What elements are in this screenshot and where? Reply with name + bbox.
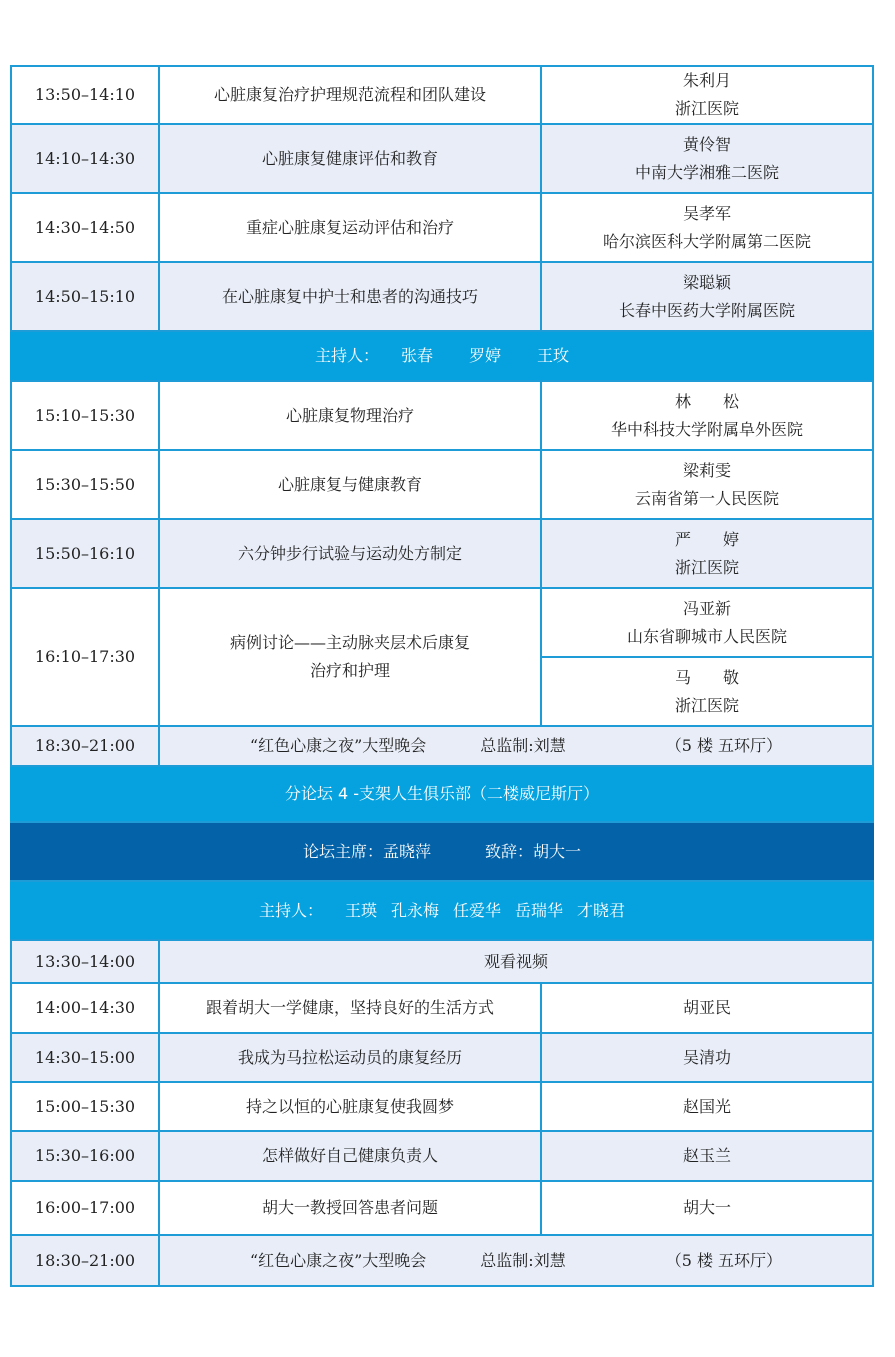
session-row: [11, 262, 873, 331]
evening-row: [11, 726, 873, 766]
topic-line: 治疗和护理: [309, 661, 390, 680]
host-name: 王瑛: [344, 900, 377, 920]
speaker-org: 哈尔滨医科大学附属第二医院: [602, 231, 811, 251]
session-speaker: 胡亚民: [541, 983, 873, 1033]
host-name: 岳瑞华: [515, 900, 564, 920]
evening-venue: （5 楼 五环厅）: [665, 1250, 783, 1270]
session-row: [11, 450, 873, 519]
session-speaker: [541, 519, 873, 588]
forum-chair: 论坛主席：孟晓萍: [302, 841, 431, 861]
evening-detail: [159, 1235, 873, 1286]
speaker-org: 浙江医院: [674, 99, 739, 118]
evening-detail: [159, 726, 873, 766]
host-name: 任爱华: [453, 900, 502, 920]
speaker-org: 云南省第一人民医院: [634, 488, 779, 508]
host-name: 张春: [400, 346, 433, 365]
speaker-name: 严 婷: [674, 529, 739, 549]
host-label: 主持人：: [258, 900, 323, 920]
session-topic: 心脏康复物理治疗: [159, 381, 541, 450]
speaker-name: 马 敬: [674, 667, 739, 687]
session-topic: 六分钟步行试验与运动处方制定: [159, 519, 541, 588]
session-row: [11, 1181, 873, 1235]
forum-title: 分论坛 4 -支架人生俱乐部（二楼威尼斯厅）: [11, 766, 873, 822]
host-name: 王玫: [537, 346, 570, 365]
speaker-name: 朱利月: [682, 71, 731, 90]
session-time: 15:50–16:10: [11, 519, 159, 588]
session-time: 18:30–21:00: [11, 1235, 159, 1286]
evening-row: [11, 1235, 873, 1286]
session-topic: 在心脏康复中护士和患者的沟通技巧: [159, 262, 541, 331]
session-time: 13:30–14:00: [11, 940, 159, 983]
speaker-org: 浙江医院: [674, 695, 739, 715]
session-time: 15:30–15:50: [11, 450, 159, 519]
forum-speech: 致辞：胡大一: [485, 841, 582, 861]
host-name: 才晓君: [577, 900, 626, 920]
host-name: 孔永梅: [390, 900, 439, 920]
session-speaker: [541, 381, 873, 450]
session-topic: 我成为马拉松运动员的康复经历: [159, 1033, 541, 1082]
session-time: 14:30–14:50: [11, 193, 159, 262]
evening-director: 总监制:刘慧: [480, 1250, 566, 1270]
session-time: 16:10–17:30: [11, 588, 159, 726]
session-time: 15:10–15:30: [11, 381, 159, 450]
session-row: [11, 983, 873, 1033]
session-speaker: 赵国光: [541, 1082, 873, 1131]
session-topic: 持之以恒的心脏康复使我圆梦: [159, 1082, 541, 1131]
session-row: [11, 381, 873, 450]
host-band: [11, 881, 873, 940]
speaker-name: 梁莉雯: [682, 460, 731, 480]
session-time: 16:00–17:00: [11, 1181, 159, 1235]
session-speaker: 胡大一: [541, 1181, 873, 1235]
session-row: [11, 193, 873, 262]
speaker-name: 梁聪颖: [682, 272, 731, 292]
speaker-name: 冯亚新: [682, 598, 731, 618]
session-row: [11, 1082, 873, 1131]
speaker-org: 长春中医药大学附属医院: [618, 300, 795, 320]
session-topic: 心脏康复健康评估和教育: [159, 124, 541, 193]
session-time: 15:30–16:00: [11, 1131, 159, 1181]
evening-director: 总监制:刘慧: [480, 736, 566, 755]
session-row: [11, 519, 873, 588]
session-topic: 心脏康复治疗护理规范流程和团队建设: [159, 66, 541, 124]
session-topic: 胡大一教授回答患者问题: [159, 1181, 541, 1235]
session-speaker: [541, 193, 873, 262]
session-topic: 跟着胡大一学健康，坚持良好的生活方式: [159, 983, 541, 1033]
session-time: 18:30–21:00: [11, 726, 159, 766]
session-speaker: 赵玉兰: [541, 1131, 873, 1181]
speaker-name: 林 松: [674, 391, 739, 411]
host-band: [11, 331, 873, 381]
speaker-name: 黄伶智: [682, 134, 731, 154]
topic-line: 病例讨论——主动脉夹层术后康复: [229, 633, 470, 652]
session-speaker: [541, 262, 873, 331]
speaker-org: 浙江医院: [674, 557, 739, 577]
speaker-org: 华中科技大学附属阜外医院: [610, 419, 803, 439]
chair-band: [11, 822, 873, 881]
session-time: 14:10–14:30: [11, 124, 159, 193]
evening-venue: （5 楼 五环厅）: [665, 736, 783, 755]
session-speaker: [541, 450, 873, 519]
schedule-table: [10, 65, 874, 1287]
session-speaker: [541, 588, 873, 657]
session-time: 14:00–14:30: [11, 983, 159, 1033]
session-row: [11, 124, 873, 193]
session-time: 13:50–14:10: [11, 66, 159, 124]
speaker-name: 吴孝军: [682, 203, 731, 223]
session-topic: 观看视频: [159, 940, 873, 983]
session-time: 15:00–15:30: [11, 1082, 159, 1131]
session-row: [11, 1033, 873, 1082]
session-row: [11, 588, 873, 657]
speaker-org: 中南大学湘雅二医院: [634, 162, 779, 182]
session-row: [11, 1131, 873, 1181]
session-row: [11, 66, 873, 124]
session-speaker: 吴清功: [541, 1033, 873, 1082]
host-name: 罗婷: [469, 346, 502, 365]
session-time: 14:50–15:10: [11, 262, 159, 331]
session-topic: 心脏康复与健康教育: [159, 450, 541, 519]
session-time: 14:30–15:00: [11, 1033, 159, 1082]
session-speaker: [541, 657, 873, 726]
forum-band: [11, 766, 873, 822]
session-speaker: [541, 66, 873, 124]
session-topic: 重症心脏康复运动评估和治疗: [159, 193, 541, 262]
host-label: 主持人：: [314, 346, 379, 365]
session-topic: [159, 588, 541, 726]
session-row: [11, 940, 873, 983]
session-speaker: [541, 124, 873, 193]
speaker-org: 山东省聊城市人民医院: [626, 626, 787, 646]
evening-title: “红色心康之夜”大型晚会: [249, 1250, 427, 1270]
session-topic: 怎样做好自己健康负责人: [159, 1131, 541, 1181]
evening-title: “红色心康之夜”大型晚会: [249, 736, 427, 755]
